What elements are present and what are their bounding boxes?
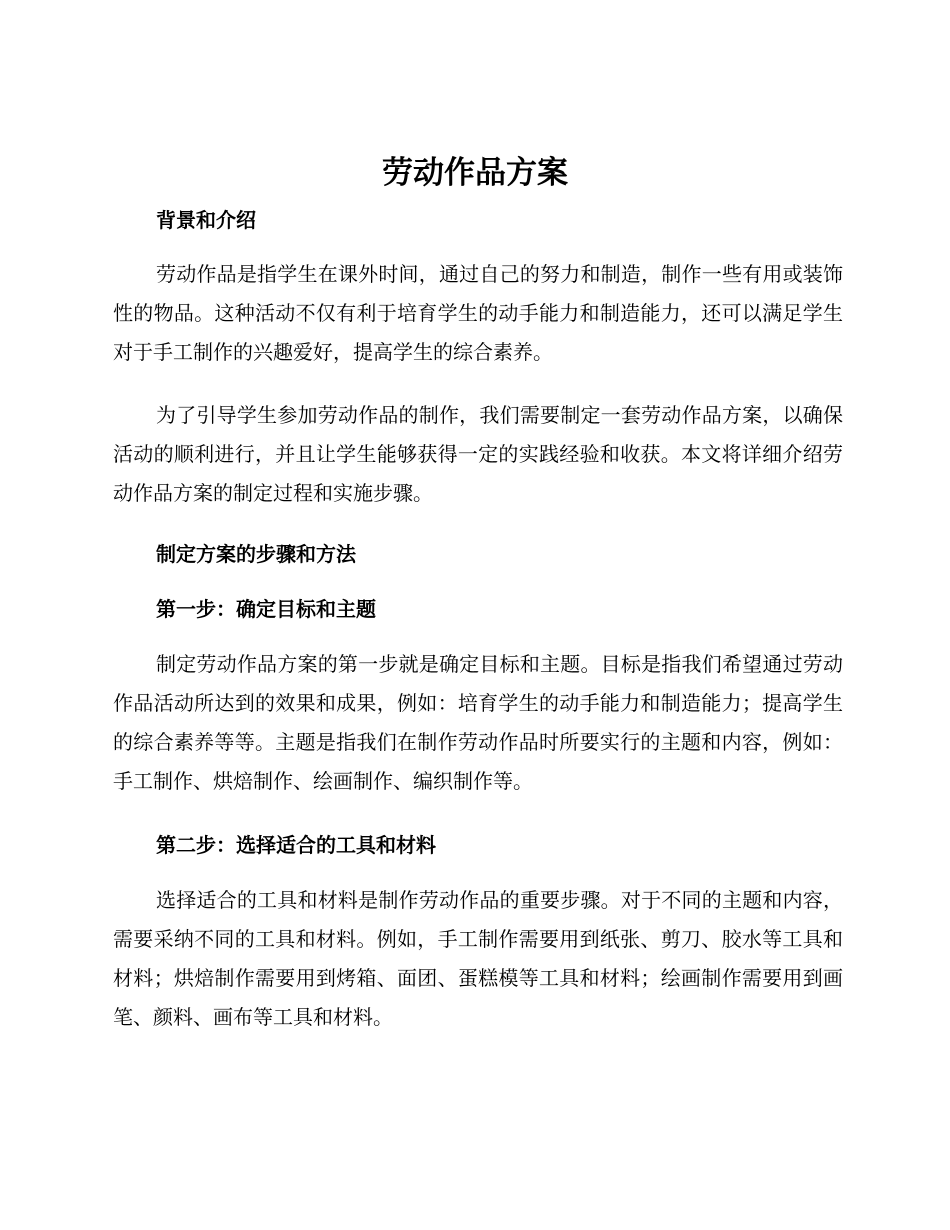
- step2-heading: 第二步：选择适合的工具和材料: [156, 833, 436, 857]
- intro-paragraph-1: 劳动作品是指学生在课外时间，通过自己的努力和制造，制作一些有用或装饰性的物品。这种活动不仅有利于培育学生的动手能力和制造能力，还可以满足学生对于手工制作的兴趣爱好，提高学生的综合素养。: [113, 262, 843, 364]
- section-heading-steps: 制定方案的步骤和方法: [156, 542, 356, 566]
- step1-paragraph: 制定劳动作品方案的第一步就是确定目标和主题。目标是指我们希望通过劳动作品活动所达到的效果和成果，例如：培育学生的动手能力和制造能力；提高学生的综合素养等等。主题是指我们在制作劳动作品时所要实行的主题和内容，例如：手工制作、烘焙制作、绘画制作、编织制作等。: [113, 652, 843, 793]
- document-title: 劳动作品方案: [382, 155, 568, 191]
- intro-paragraph-2: 为了引导学生参加劳动作品的制作，我们需要制定一套劳动作品方案，以确保活动的顺利进行，并且让学生能够获得一定的实践经验和收获。本文将详细介绍劳动作品方案的制定过程和实施步骤。: [113, 403, 843, 505]
- step2-paragraph: 选择适合的工具和材料是制作劳动作品的重要步骤。对于不同的主题和内容，需要采纳不同的工具和材料。例如，手工制作需要用到纸张、剪刀、胶水等工具和材料；烘焙制作需要用到烤箱、面团、蛋糕模等工具和材料；绘画制作需要用到画笔、颜料、画布等工具和材料。: [113, 888, 843, 1029]
- step1-heading: 第一步：确定目标和主题: [156, 597, 376, 621]
- section-heading-background: 背景和介绍: [156, 208, 256, 232]
